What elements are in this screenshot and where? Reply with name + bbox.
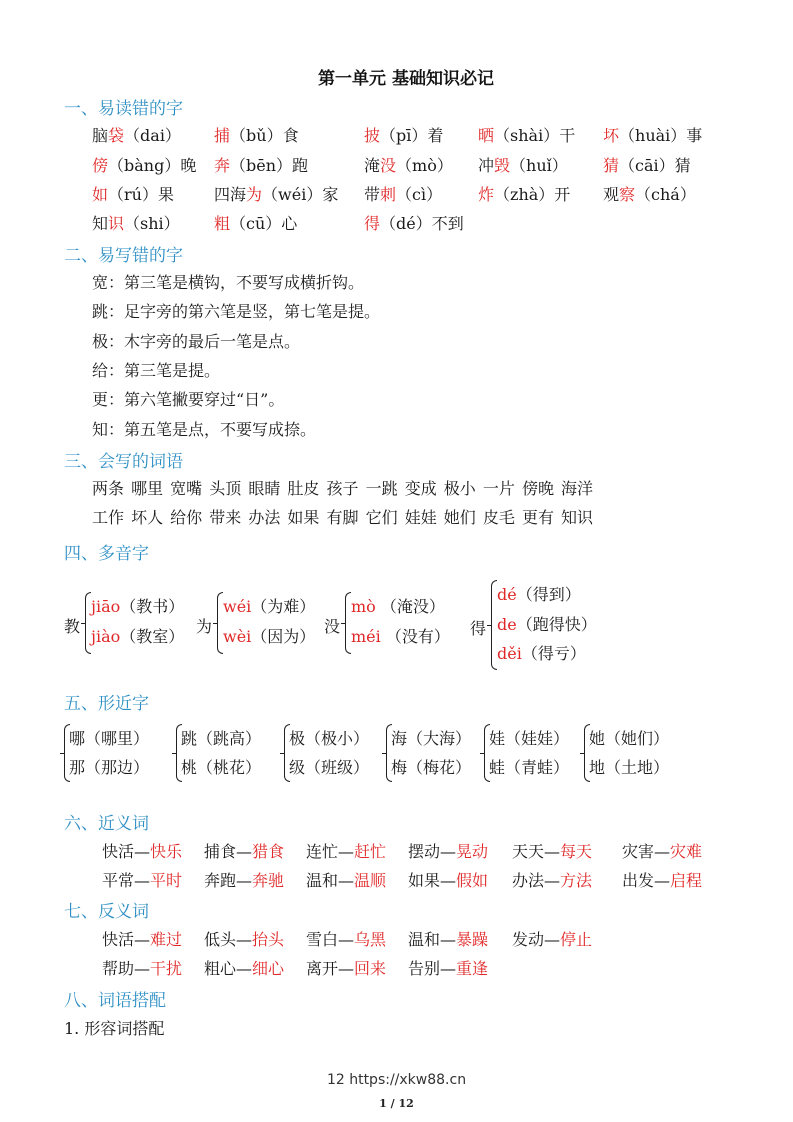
similar-char-item: 梅（梅花）: [391, 758, 472, 777]
word-pair: [102, 956, 182, 979]
highlight-char: jiào: [91, 626, 121, 646]
pinyin-item: [92, 211, 180, 234]
word-pair: [102, 927, 182, 950]
section-heading-7: 七、反义词: [64, 902, 149, 922]
highlight-char: de: [497, 614, 517, 634]
text-segment: 脑: [92, 126, 109, 145]
pinyin-item: [364, 182, 442, 205]
footer-watermark: 12 https://xkw88.cn: [326, 1072, 467, 1088]
highlight-char: 灾难: [670, 842, 703, 861]
similar-char-item: 极（极小）: [289, 729, 370, 748]
highlight-char: 干扰: [150, 959, 183, 978]
word-pair: [306, 956, 386, 979]
highlight-char: 得: [364, 214, 381, 233]
text-segment: 告别—: [408, 959, 457, 978]
highlight-char: 毁: [494, 156, 511, 175]
highlight-char: 捕: [214, 126, 231, 145]
text-segment: （bàng）晚: [108, 156, 197, 175]
similar-char-item: 那（那边）: [69, 758, 150, 777]
text-segment: （cì）: [396, 185, 443, 204]
text-segment: 粗心—: [204, 959, 253, 978]
highlight-char: 乌黑: [354, 930, 387, 949]
polyphone-reading: [497, 582, 581, 605]
text-segment: 如果—: [408, 871, 457, 890]
pinyin-item: [92, 182, 174, 205]
highlight-char: mò: [351, 597, 376, 616]
text-segment: （得亏）: [521, 644, 586, 663]
rule-line: 给：第三笔是提。: [92, 360, 221, 380]
text-segment: 奔跑—: [204, 871, 253, 890]
highlight-char: 披: [364, 126, 381, 145]
highlight-char: 回来: [354, 959, 387, 978]
text-segment: （没有）: [380, 626, 450, 646]
highlight-char: 坏: [603, 126, 620, 145]
highlight-char: 猎食: [252, 842, 285, 861]
text-segment: （dé）不到: [380, 214, 464, 233]
rule-line: 极：木字旁的最后一笔是点。: [92, 331, 301, 351]
similar-char-item: 娃（娃娃）: [489, 729, 570, 748]
text-segment: 淹: [364, 156, 381, 175]
rule-line: 更：第六笔撇要穿过“日”。: [92, 390, 285, 410]
highlight-char: 晃动: [456, 842, 489, 861]
text-segment: （shi）: [124, 214, 180, 233]
highlight-char: 停止: [560, 930, 593, 949]
text-segment: 平常—: [102, 871, 151, 890]
text-segment: （得到）: [516, 585, 581, 604]
text-segment: （wéi）家: [262, 185, 339, 204]
word-pair: [306, 927, 386, 950]
highlight-char: 察: [619, 185, 636, 204]
text-segment: （pī）着: [380, 126, 444, 145]
word-pair: [408, 927, 488, 950]
pinyin-item: [603, 182, 696, 205]
similar-char-item: 跳（跳高）: [181, 729, 262, 748]
highlight-char: 平时: [150, 871, 183, 890]
highlight-char: jiāo: [91, 597, 121, 616]
highlight-char: 粗: [214, 214, 231, 233]
text-segment: 温和—: [306, 871, 355, 890]
word-pair: [622, 868, 702, 891]
word-pair: [512, 927, 592, 950]
text-segment: 摆动—: [408, 842, 457, 861]
highlight-char: 快乐: [150, 842, 183, 861]
polyphone-reading: [497, 641, 586, 664]
text-segment: 离开—: [306, 959, 355, 978]
polyphone-char: 教: [64, 617, 81, 636]
word-pair: [408, 839, 488, 862]
highlight-char: 晒: [478, 126, 495, 145]
word-pair: [408, 956, 488, 979]
polyphone-reading: [91, 624, 184, 647]
word-pair: [512, 868, 592, 891]
highlight-char: 袋: [108, 126, 125, 145]
pinyin-item: [214, 123, 299, 146]
text-segment: （cū）心: [230, 214, 298, 233]
pinyin-item: [603, 153, 691, 176]
text-segment: （bēn）跑: [230, 156, 309, 175]
highlight-char: 奔驰: [252, 871, 285, 890]
rule-line: 知：第五笔是点，不要写成捺。: [92, 419, 317, 439]
highlight-char: 为: [246, 185, 263, 204]
section-heading-8: 八、词语搭配: [64, 991, 166, 1011]
word-line: 两条 哪里 宽嘴 头顶 眼睛 肚皮 孩子 一跳 变成 极小 一片 傍晚 海洋: [92, 479, 594, 498]
word-pair: [622, 839, 702, 862]
pinyin-item: [92, 123, 181, 146]
highlight-char: 炸: [478, 185, 495, 204]
text-segment: 雪白—: [306, 930, 355, 949]
text-segment: （为难）: [251, 597, 316, 616]
pinyin-item: [364, 211, 464, 234]
highlight-char: 启程: [670, 871, 703, 890]
polyphone-reading: [351, 624, 450, 647]
highlight-char: 细心: [252, 959, 285, 978]
polyphone-reading: [497, 612, 597, 635]
highlight-char: 重逢: [456, 959, 489, 978]
text-segment: （跑得快）: [516, 614, 597, 634]
similar-char-item: 地（土地）: [589, 758, 670, 777]
pinyin-item: [478, 123, 575, 146]
word-pair: [306, 839, 386, 862]
subsection-title: 1. 形容词搭配: [64, 1019, 165, 1038]
word-pair: [204, 927, 284, 950]
text-segment: （rú）果: [108, 185, 174, 204]
page-number: 1 / 12: [379, 1097, 414, 1110]
word-pair: [512, 839, 592, 862]
text-segment: 带: [364, 185, 381, 204]
highlight-char: wéi: [223, 597, 252, 616]
similar-char-item: 哪（哪里）: [69, 729, 150, 748]
polyphone-reading: [91, 594, 184, 617]
text-segment: （淹没）: [375, 597, 445, 616]
highlight-char: 奔: [214, 156, 231, 175]
similar-char-item: 她（她们）: [589, 729, 670, 748]
section-heading-5: 五、形近字: [64, 694, 149, 714]
word-pair: [408, 868, 488, 891]
highlight-char: méi: [351, 626, 381, 646]
highlight-char: 抬头: [252, 930, 285, 949]
text-segment: 快活—: [102, 842, 151, 861]
page-title: 第一单元 基础知识必记: [318, 69, 494, 89]
pinyin-item: [214, 153, 308, 176]
polyphone-reading: [351, 594, 445, 617]
text-segment: （dai）: [124, 126, 181, 145]
pinyin-item: [92, 153, 196, 176]
text-segment: （cāi）猜: [619, 156, 691, 175]
text-segment: （huài）事: [619, 126, 703, 145]
text-segment: （因为）: [251, 626, 316, 646]
text-segment: （zhà）开: [494, 185, 571, 204]
polyphone-char: 得: [470, 619, 487, 638]
word-pair: [102, 868, 182, 891]
highlight-char: dé: [497, 585, 517, 604]
similar-char-item: 级（班级）: [289, 758, 370, 777]
text-segment: （chá）: [635, 185, 696, 204]
rule-line: 宽：第三笔是横钩，不要写成横折钩。: [92, 273, 365, 292]
polyphone-char: 没: [324, 617, 341, 636]
highlight-char: 傍: [92, 156, 109, 175]
highlight-char: 如: [92, 185, 109, 204]
highlight-char: děi: [497, 644, 522, 663]
text-segment: 灾害—: [622, 842, 671, 861]
text-segment: 冲: [478, 156, 495, 175]
text-segment: （教室）: [120, 626, 185, 646]
highlight-char: 赶忙: [354, 842, 387, 861]
text-segment: 观: [603, 185, 620, 204]
text-segment: 快活—: [102, 930, 151, 949]
text-segment: 天天—: [512, 842, 561, 861]
highlight-char: 方法: [560, 871, 593, 890]
text-segment: （bǔ）食: [230, 126, 299, 145]
highlight-char: 难过: [150, 930, 183, 949]
similar-char-item: 蛙（青蛙）: [489, 758, 570, 777]
similar-char-item: 海（大海）: [391, 729, 472, 748]
pinyin-item: [364, 153, 453, 176]
text-segment: 知: [92, 214, 109, 233]
highlight-char: 每天: [560, 842, 593, 861]
text-segment: （huǐ）: [510, 156, 568, 175]
word-line: 工作 坏人 给你 带来 办法 如果 有脚 它们 娃娃 她们 皮毛 更有 知识: [92, 508, 594, 527]
highlight-char: 假如: [456, 871, 489, 890]
rule-line: 跳：足字旁的第六笔是竖，第七笔是提。: [92, 302, 381, 322]
highlight-char: 刺: [380, 185, 397, 204]
highlight-char: 识: [108, 214, 125, 233]
word-pair: [306, 868, 386, 891]
pinyin-item: [214, 211, 297, 234]
polyphone-char: 为: [196, 617, 213, 636]
word-pair: [204, 956, 284, 979]
section-heading-1: 一、易读错的字: [64, 99, 183, 119]
similar-char-item: 桃（桃花）: [181, 758, 262, 777]
highlight-char: 没: [380, 156, 397, 175]
pinyin-item: [478, 182, 570, 205]
text-segment: 温和—: [408, 930, 457, 949]
word-pair: [102, 839, 182, 862]
highlight-char: 温顺: [354, 871, 387, 890]
word-pair: [204, 839, 284, 862]
text-segment: 帮助—: [102, 959, 151, 978]
highlight-char: wèi: [223, 626, 252, 646]
text-segment: 四海: [214, 185, 247, 204]
highlight-char: 猜: [603, 156, 620, 175]
text-segment: 低头—: [204, 930, 253, 949]
text-segment: 发动—: [512, 930, 561, 949]
pinyin-item: [478, 153, 568, 176]
text-segment: （shài）干: [494, 126, 576, 145]
polyphone-reading: [223, 624, 315, 647]
section-heading-3: 三、会写的词语: [64, 452, 183, 472]
text-segment: （教书）: [120, 597, 185, 616]
pinyin-item: [603, 123, 702, 146]
highlight-char: 暴躁: [456, 930, 489, 949]
polyphone-reading: [223, 594, 315, 617]
pinyin-item: [214, 182, 338, 205]
section-heading-6: 六、近义词: [64, 814, 149, 834]
word-pair: [204, 868, 284, 891]
text-segment: 出发—: [622, 871, 671, 890]
text-segment: （mò）: [396, 156, 453, 175]
section-heading-2: 二、易写错的字: [64, 246, 183, 266]
pinyin-item: [364, 123, 443, 146]
text-segment: 捕食—: [204, 842, 253, 861]
text-segment: 办法—: [512, 871, 561, 890]
section-heading-4: 四、多音字: [64, 544, 149, 564]
text-segment: 连忙—: [306, 842, 355, 861]
